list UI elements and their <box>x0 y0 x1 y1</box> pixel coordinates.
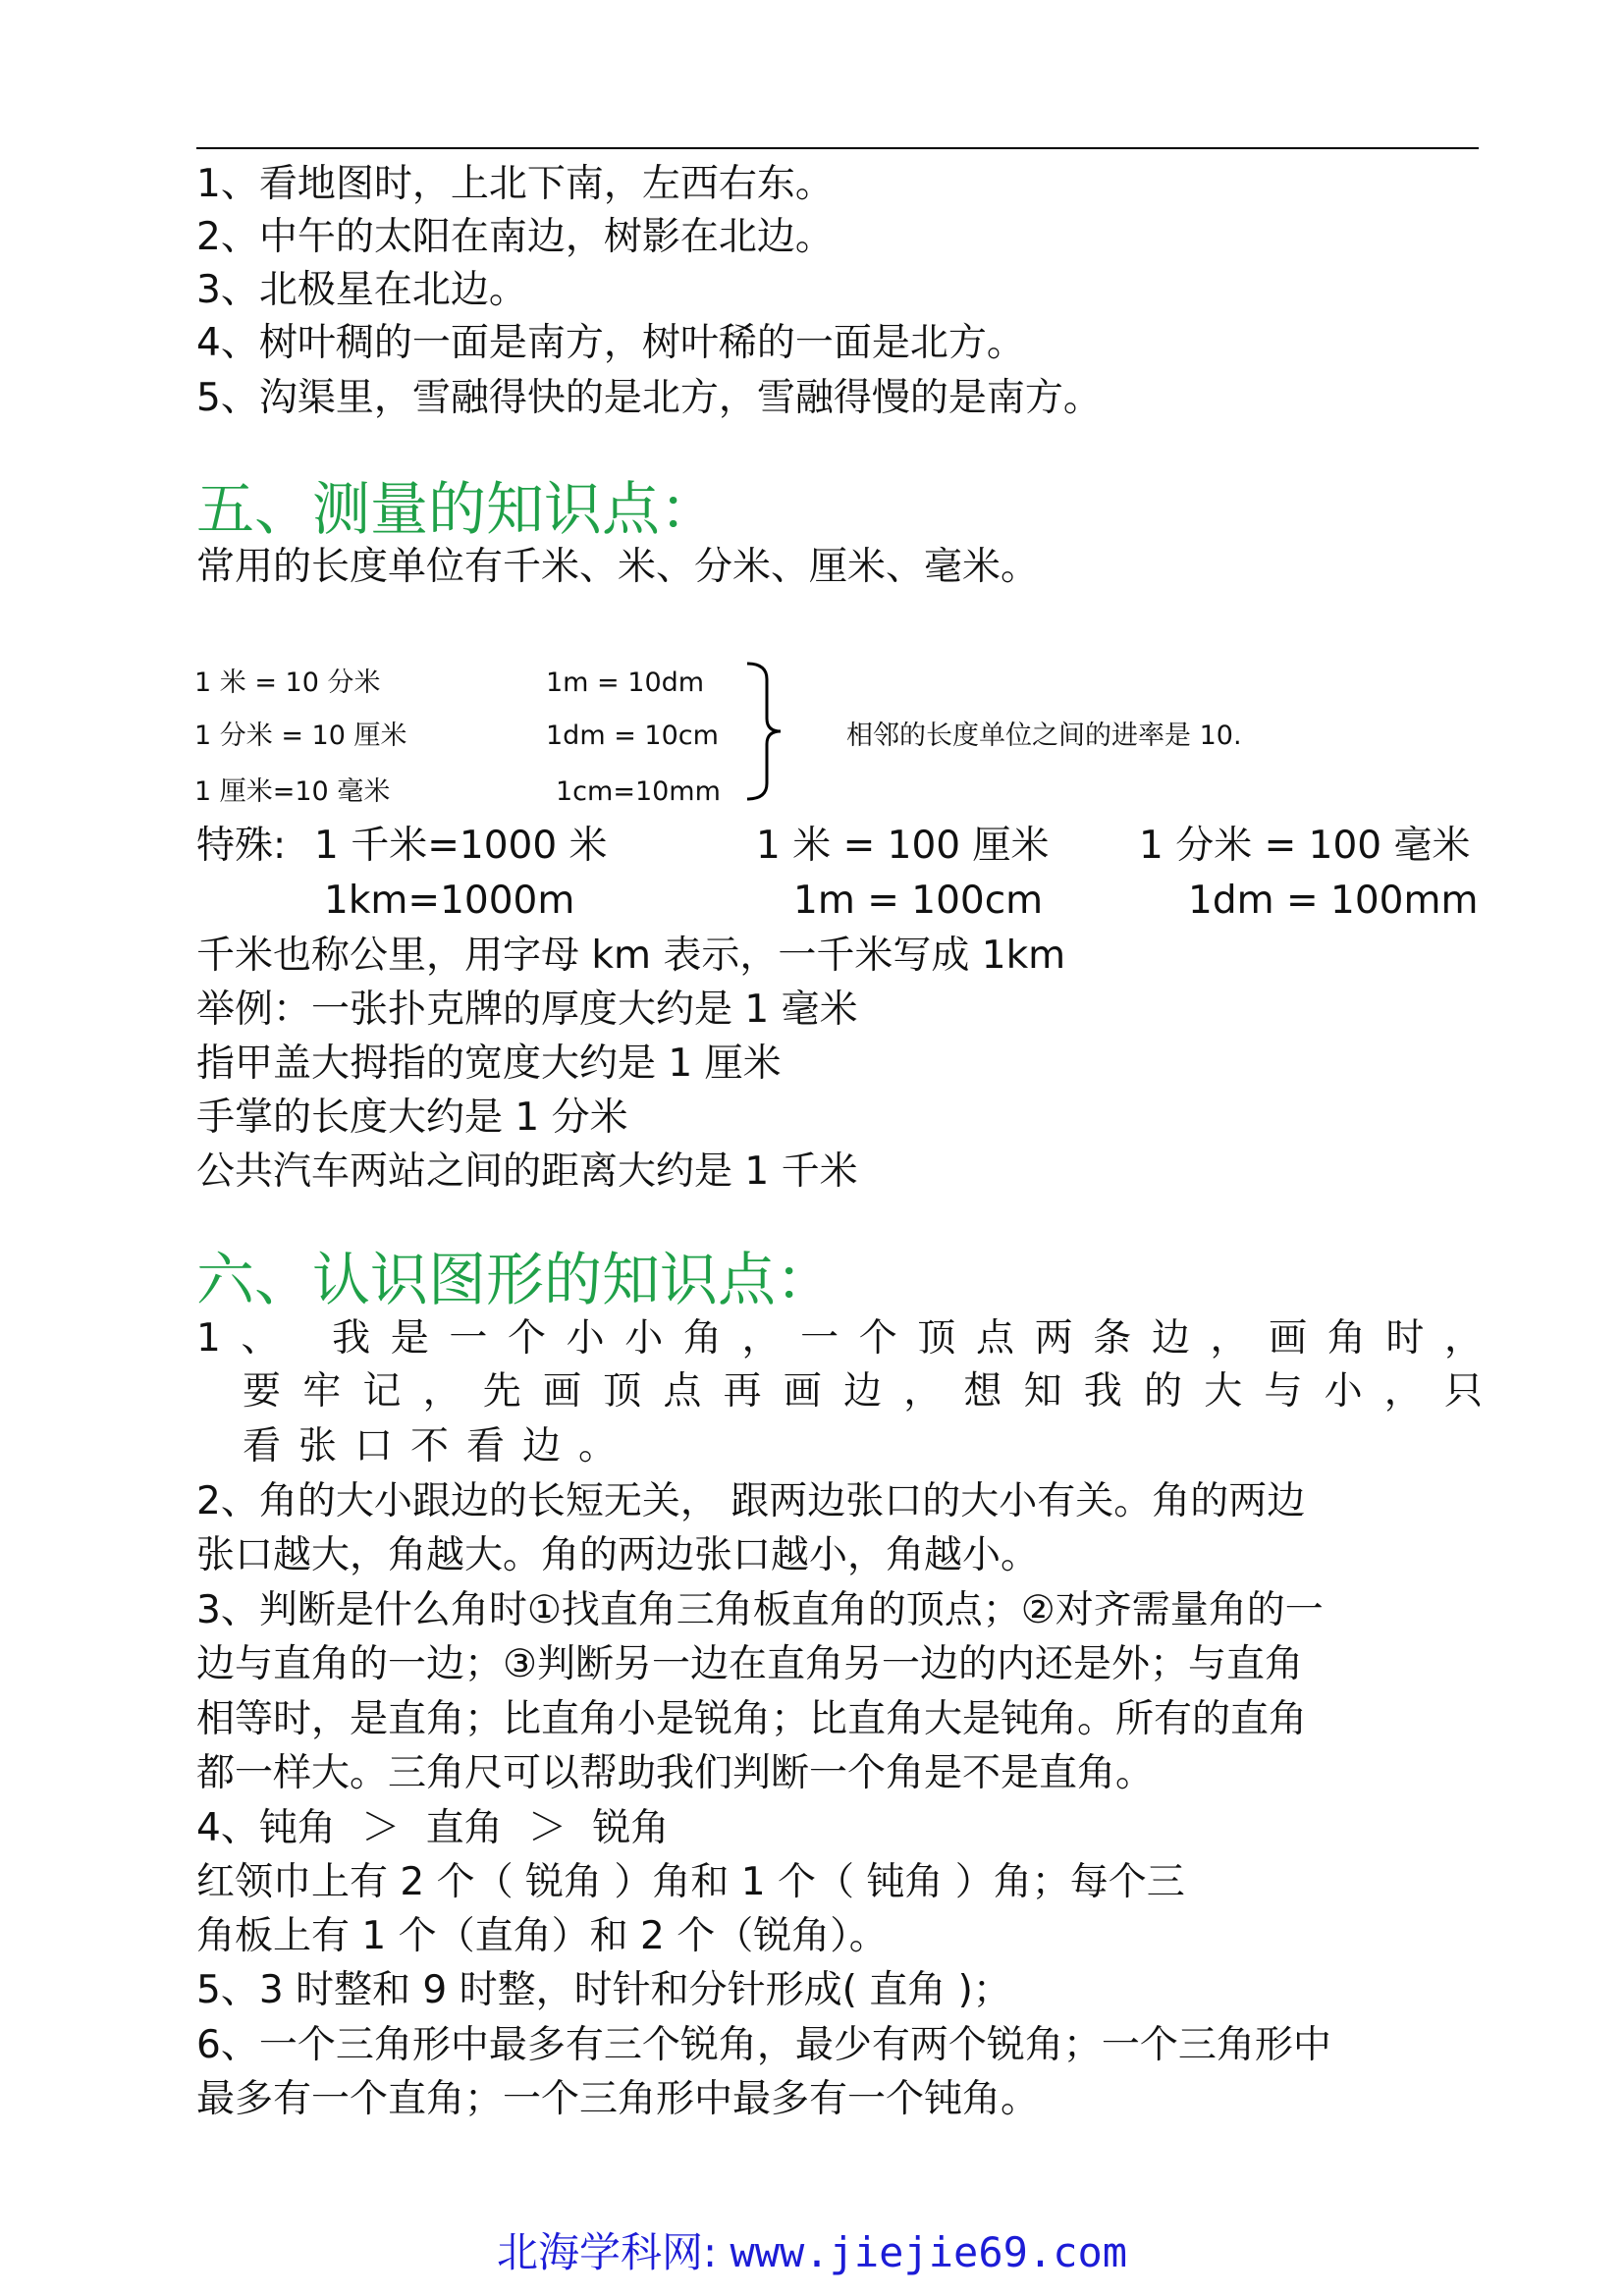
shapes-item1-line-3: 看张口不看边。 <box>243 1424 635 1468</box>
shapes-item4-detail-1: 红领巾上有 2 个（ 锐角 ）角和 1 个（ 钝角 ）角；每个三 <box>196 1860 1185 1904</box>
shapes-item3-line-4: 都一样大。三角尺可以帮助我们判断一个角是不是直角。 <box>196 1751 1155 1795</box>
special-en-1: 1km=1000m <box>324 879 575 923</box>
shapes-heading: 六、认识图形的知识点： <box>196 1246 835 1313</box>
example-line-3: 手掌的长度大约是 1 分米 <box>196 1095 628 1140</box>
direction-line-3: 3、北极星在北边。 <box>196 268 527 312</box>
direction-line-1: 1、看地图时，上北下南，左西右东。 <box>196 162 834 206</box>
brace-note: 相邻的长度单位之间的进率是 10. <box>846 721 1242 751</box>
shapes-item1-line-1: 1、 我是一个小小角，一个顶点两条边，画角时， <box>196 1316 1483 1361</box>
footer <box>0 2223 1624 2282</box>
shapes-item3-line-1: 3、判断是什么角时①找直角三角板直角的顶点；②对齐需量角的一 <box>196 1588 1324 1632</box>
conversion-en-2: 1dm = 10cm <box>546 721 719 751</box>
special-cn-2: 1 米 = 100 厘米 <box>756 824 1050 868</box>
conversion-cn-2: 1 分米 = 10 厘米 <box>194 721 407 751</box>
shapes-item6-line-2: 最多有一个直角；一个三角形中最多有一个钝角。 <box>196 2077 1040 2121</box>
direction-line-2: 2、中午的太阳在南边，树影在北边。 <box>196 215 834 259</box>
special-label: 特殊: <box>196 824 287 868</box>
measurement-heading: 五、测量的知识点： <box>196 475 719 543</box>
shapes-item2-line-2: 张口越大，角越大。角的两边张口越小，角越小。 <box>196 1533 1040 1577</box>
right-brace-icon <box>741 658 800 805</box>
conversion-cn-1: 1 米 = 10 分米 <box>194 667 381 698</box>
special-cn-1: 1 千米=1000 米 <box>314 824 608 868</box>
special-en-2: 1m = 100cm <box>793 879 1044 923</box>
example-line-4: 公共汽车两站之间的距离大约是 1 千米 <box>196 1149 858 1194</box>
shapes-item3-line-2: 边与直角的一边；③判断另一边在直角另一边的内还是外；与直角 <box>196 1642 1303 1686</box>
conversion-cn-3: 1 厘米=10 毫米 <box>194 776 391 807</box>
shapes-item1-line-2: 要牢记，先画顶点再画边，想知我的大与小，只 <box>243 1369 1483 1414</box>
footer-site-name: 北海学科网: <box>496 2228 718 2276</box>
measurement-intro: 常用的长度单位有千米、米、分米、厘米、毫米。 <box>196 545 1040 589</box>
special-en-3: 1dm = 100mm <box>1188 879 1479 923</box>
example-line-1: 举例：一张扑克牌的厚度大约是 1 毫米 <box>196 988 858 1032</box>
shapes-item4: 4、钝角 ＞ 直角 ＞ 锐角 <box>196 1806 670 1850</box>
conversion-en-1: 1m = 10dm <box>546 667 705 698</box>
example-line-2: 指甲盖大拇指的宽度大约是 1 厘米 <box>196 1041 782 1086</box>
direction-line-4: 4、树叶稠的一面是南方，树叶稀的一面是北方。 <box>196 321 1025 365</box>
shapes-item3-line-3: 相等时，是直角；比直角小是锐角；比直角大是钝角。所有的直角 <box>196 1697 1308 1741</box>
shapes-item5: 5、3 时整和 9 时整，时针和分针形成( 直角 )； <box>196 1968 1011 2012</box>
footer-url[interactable]: www.jiejie69.com <box>730 2228 1128 2276</box>
shapes-item6-line-1: 6、一个三角形中最多有三个锐角，最少有两个锐角；一个三角形中 <box>196 2023 1331 2067</box>
shapes-item2-line-1: 2、角的大小跟边的长短无关， 跟两边张口的大小有关。角的两边 <box>196 1479 1306 1523</box>
km-note: 千米也称公里，用字母 km 表示，一千米写成 1km <box>196 934 1066 978</box>
special-cn-3: 1 分米 = 100 毫米 <box>1139 824 1471 868</box>
direction-line-5: 5、沟渠里，雪融得快的是北方，雪融得慢的是南方。 <box>196 376 1102 420</box>
shapes-item4-detail-2: 角板上有 1 个（直角）和 2 个（锐角）。 <box>196 1914 888 1958</box>
top-rule <box>196 147 1479 149</box>
conversion-en-3: 1cm=10mm <box>556 776 721 807</box>
